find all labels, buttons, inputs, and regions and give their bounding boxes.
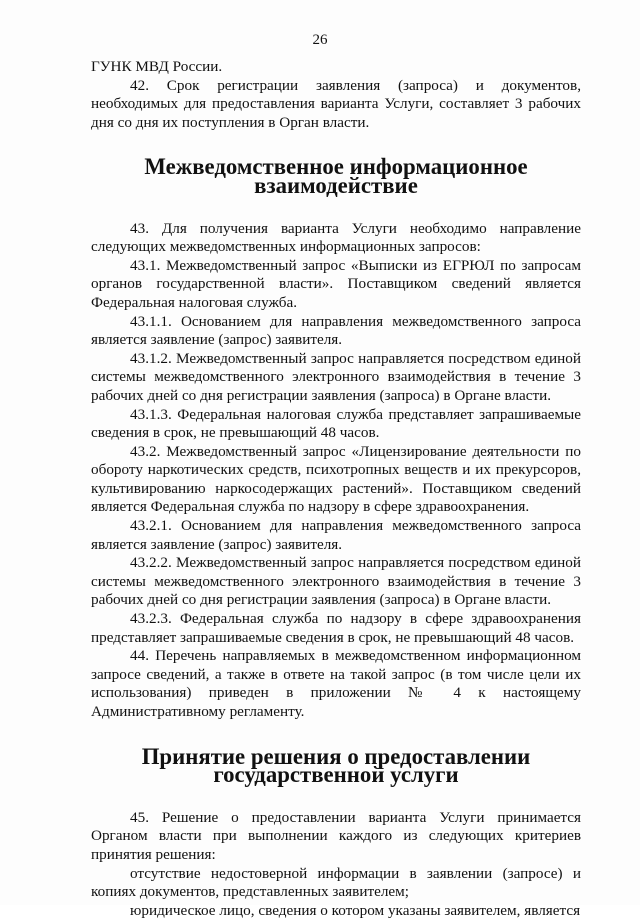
paragraph-continuation: ГУНК МВД России. — [91, 58, 223, 75]
paragraph-45: 45. Решение о предоставлении варианта Услуги принимается Органом власти при выполнении каждого из следующих критериев принятия решения: — [91, 808, 581, 863]
paragraph-43-1-1: 43.1.1. Основанием для направления межведомственного запроса является заявление (запрос) заявителя. — [91, 312, 581, 349]
paragraph-43-2-2: 43.2.2. Межведомственный запрос направляется посредством единой системы межведомственного электронного взаимодействия в течение 3 рабочих дней со дня регистрации заявления (запроса) в Органе власти. — [91, 554, 581, 609]
paragraph-43-1-3: 43.1.3. Федеральная налоговая служба представляет запрашиваемые сведения в срок, не превышающий 48 часов. — [91, 405, 581, 442]
section-heading-decision: Принятие решения о предоставлении государственной услуги — [141, 743, 531, 788]
section-heading-interagency: Межведомственное информационное взаимодействие — [144, 154, 528, 198]
paragraph-43-1: 43.1. Межведомственный запрос «Выписки из ЕГРЮЛ по запросам органов государственной власти». Поставщиком сведений является Федеральная налоговая служба. — [91, 256, 581, 311]
page-number: 26 — [312, 32, 328, 48]
document-body — [91, 58, 581, 920]
paragraph-43-2-1: 43.2.1. Основанием для направления межведомственного запроса является заявление (запрос) заявителя. — [91, 517, 581, 553]
paragraph-43-2: 43.2. Межведомственный запрос «Лицензирование деятельности по обороту наркотических средств, психотропных веществ и их прекурсоров, культивированию наркосодержащих растений». Поставщиком сведений является Федеральная служба по надзору в сфере здравоохранения. — [91, 442, 581, 516]
paragraph-43-1-2: 43.1.2. Межведомственный запрос направляется посредством единой системы межведомственного электронного взаимодействия в течение 3 рабочих дней со дня регистрации заявления (запроса) в Органе власти. — [91, 349, 581, 404]
criterion-no-false-info: отсутствие недостоверной информации в заявлении (запросе) и копиях документов, представленных заявителем; — [91, 864, 581, 901]
paragraph-43: 43. Для получения варианта Услуги необходимо направление следующих межведомственных информационных запросов: — [91, 219, 581, 256]
criterion-legal-entity: юридическое лицо, сведения о котором указаны заявителем, является — [130, 901, 581, 919]
paragraph-44: 44. Перечень направляемых в межведомственном информационном запросе сведений, а также в ответе на такой запрос (в том числе цели их использования) приведен в приложении № 4 к настоящему Административному регламенту. — [91, 647, 581, 720]
section-interagency-body — [91, 220, 581, 722]
paragraph-42: 42. Срок регистрации заявления (запроса) и документов, необходимых для предоставления варианта Услуги, составляет 3 рабочих дня со дня их поступления в Орган власти. — [91, 76, 581, 131]
paragraph-43-2-3: 43.2.3. Федеральная служба по надзору в сфере здравоохранения представляет запрашиваемые сведения в срок, не превышающий 48 часов. — [91, 610, 581, 646]
section-decision-body — [91, 809, 581, 920]
